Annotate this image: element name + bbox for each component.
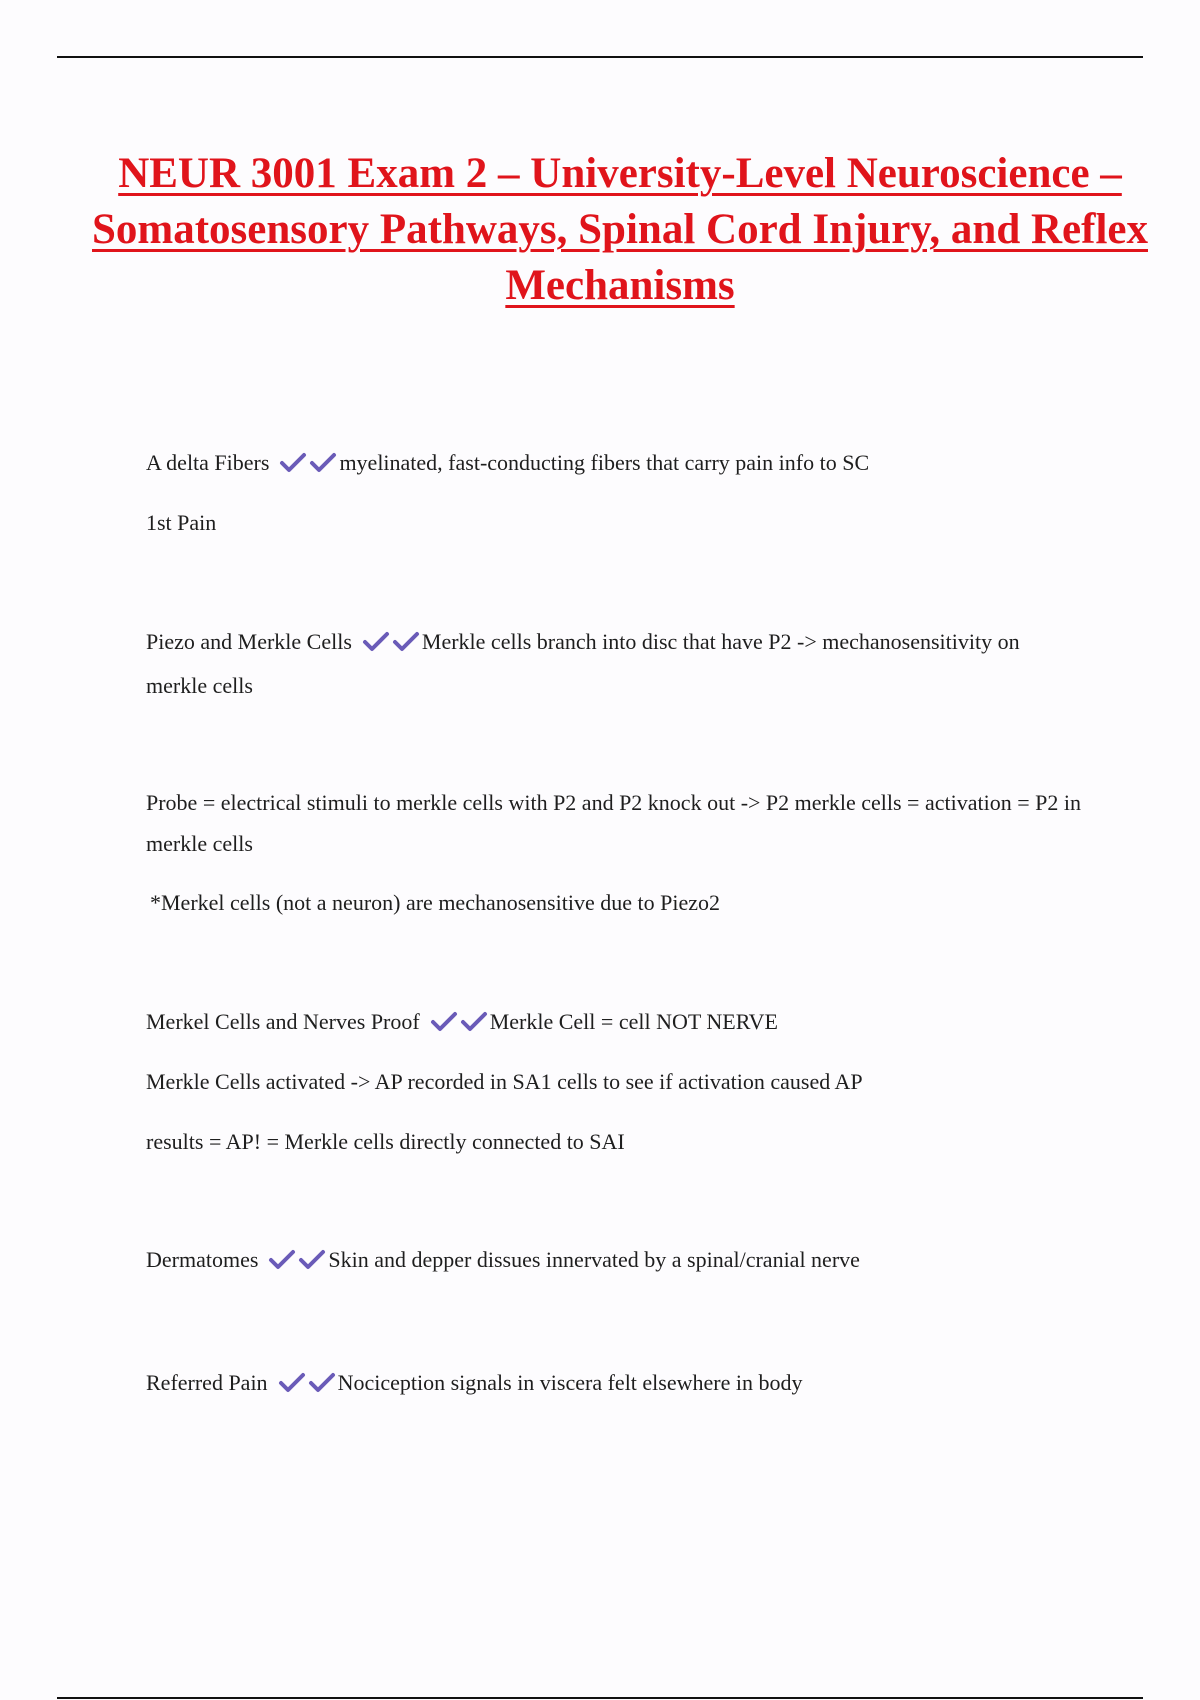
- bottom-rule: [57, 1697, 1143, 1699]
- entry-definition: Skin and depper dissues innervated by a spinal/cranial nerve: [328, 1247, 860, 1272]
- check-icon: [298, 1248, 326, 1270]
- entry-term: Dermatomes: [146, 1247, 259, 1272]
- entry-merkel-nerves-proof: [146, 1000, 1086, 1044]
- check-icon: [362, 630, 390, 652]
- entry-term: Referred Pain: [146, 1370, 268, 1395]
- entry-merkel-note: *Merkel cells (not a neuron) are mechanosensitive due to Piezo2: [150, 890, 720, 915]
- check-icon: [278, 1371, 306, 1393]
- entry-results: results = AP! = Merkle cells directly connected to SAI: [146, 1129, 625, 1154]
- check-icon: [392, 630, 420, 652]
- entry-definition: Nociception signals in viscera felt elsewhere in body: [337, 1370, 803, 1395]
- entry-referred-pain: [146, 1361, 1086, 1405]
- entry-definition: Merkle Cell = cell NOT NERVE: [489, 1009, 778, 1034]
- check-icon: [279, 451, 307, 473]
- entry-dermatomes: [146, 1238, 1086, 1282]
- check-icon: [308, 1371, 336, 1393]
- entry-a-delta-fibers: [146, 441, 1086, 485]
- entry-term: Merkel Cells and Nerves Proof: [146, 1009, 420, 1034]
- check-icon: [268, 1248, 296, 1270]
- entry-merkle-activated: Merkle Cells activated -> AP recorded in SA1 cells to see if activation caused AP: [146, 1069, 863, 1094]
- top-rule: [57, 56, 1143, 58]
- document-title: NEUR 3001 Exam 2 – University-Level Neuroscience – Somatosensory Pathways, Spinal Cord Injury, and Reflex Mechanisms: [92, 150, 1148, 309]
- entry-piezo-merkle-cells: [146, 620, 1086, 708]
- entry-term: A delta Fibers: [146, 450, 270, 475]
- check-icon: [430, 1010, 458, 1032]
- entry-term: Piezo and Merkle Cells: [146, 629, 352, 654]
- entry-first-pain: 1st Pain: [146, 510, 217, 535]
- entry-definition: Merkle cells branch into disc that have P2 -> mechanosensitivity on merkle cells: [146, 629, 1020, 698]
- check-icon: [460, 1010, 488, 1032]
- entry-definition: myelinated, fast-conducting fibers that carry pain info to SC: [339, 450, 870, 475]
- check-icon: [309, 451, 337, 473]
- entry-probe: Probe = electrical stimuli to merkle cells with P2 and P2 knock out -> P2 merkle cells = activation = P2 in merkle cells: [146, 790, 1081, 856]
